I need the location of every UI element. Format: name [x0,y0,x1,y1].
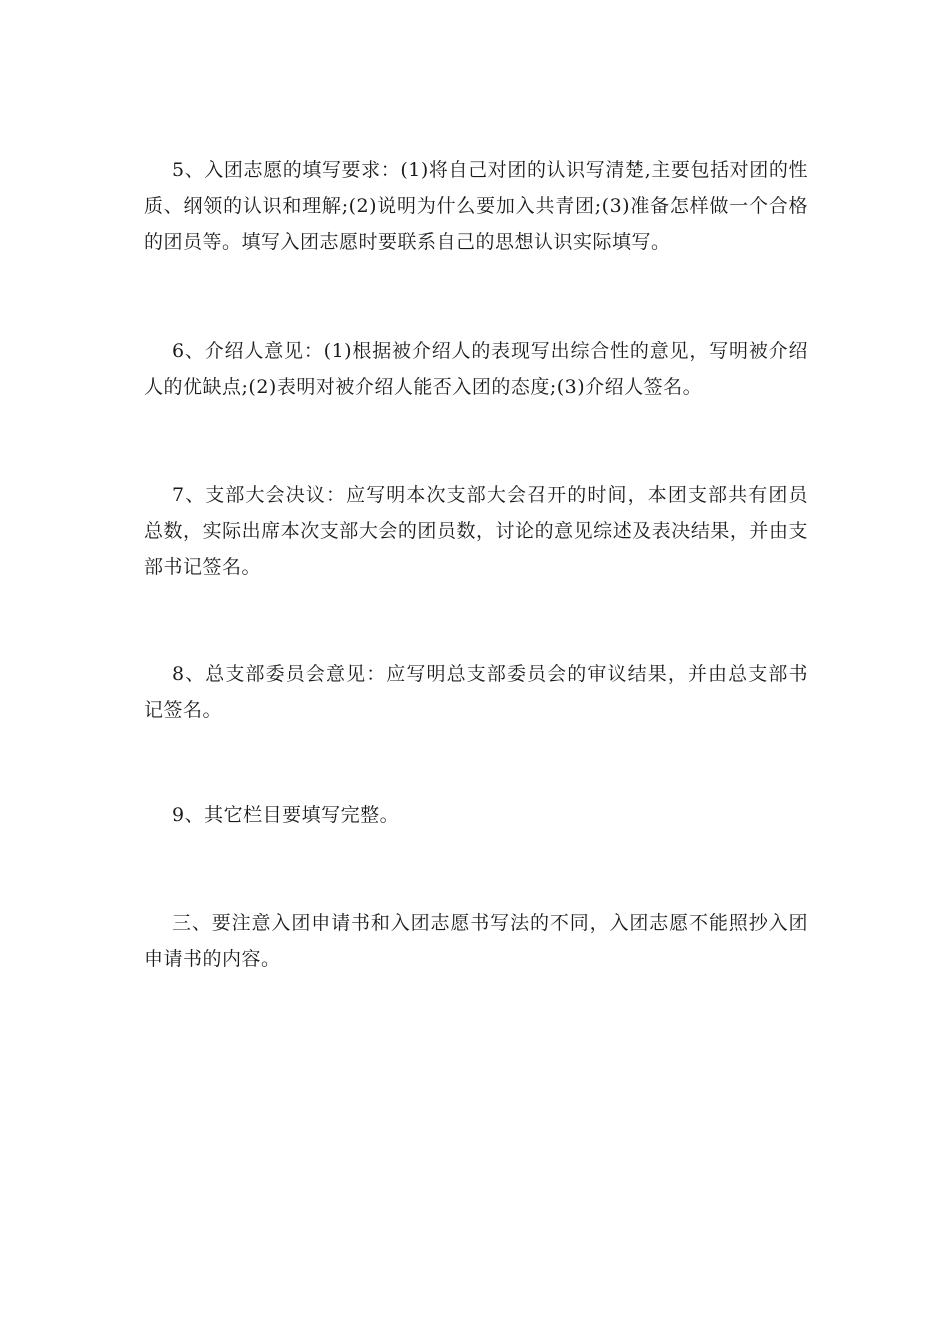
paragraph-item-5: 5、入团志愿的填写要求：(1)将自己对团的认识写清楚,主要包括对团的性质、纲领的认识和理解;(2)说明为什么要加入共青团;(3)准备怎样做一个合格的团员等。填写入团志愿时要联系自己的思想认识实际填写。 [144,159,808,253]
paragraph-section-3: 三、要注意入团申请书和入团志愿书写法的不同，入团志愿不能照抄入团申请书的内容。 [144,912,808,970]
paragraph-item-8: 8、总支部委员会意见：应写明总支部委员会的审议结果，并由总支部书记签名。 [144,663,808,721]
paragraph-item-7: 7、支部大会决议：应写明本次支部大会召开的时间，本团支部共有团员总数，实际出席本次支部大会的团员数，讨论的意见综述及表决结果，并由支部书记签名。 [144,484,808,578]
paragraph-item-9: 9、其它栏目要填写完整。 [172,804,400,826]
paragraph-item-6: 6、介绍人意见：(1)根据被介绍人的表现写出综合性的意见，写明被介绍人的优缺点;(2)表明对被介绍人能否入团的态度;(3)介绍人签名。 [144,340,808,398]
